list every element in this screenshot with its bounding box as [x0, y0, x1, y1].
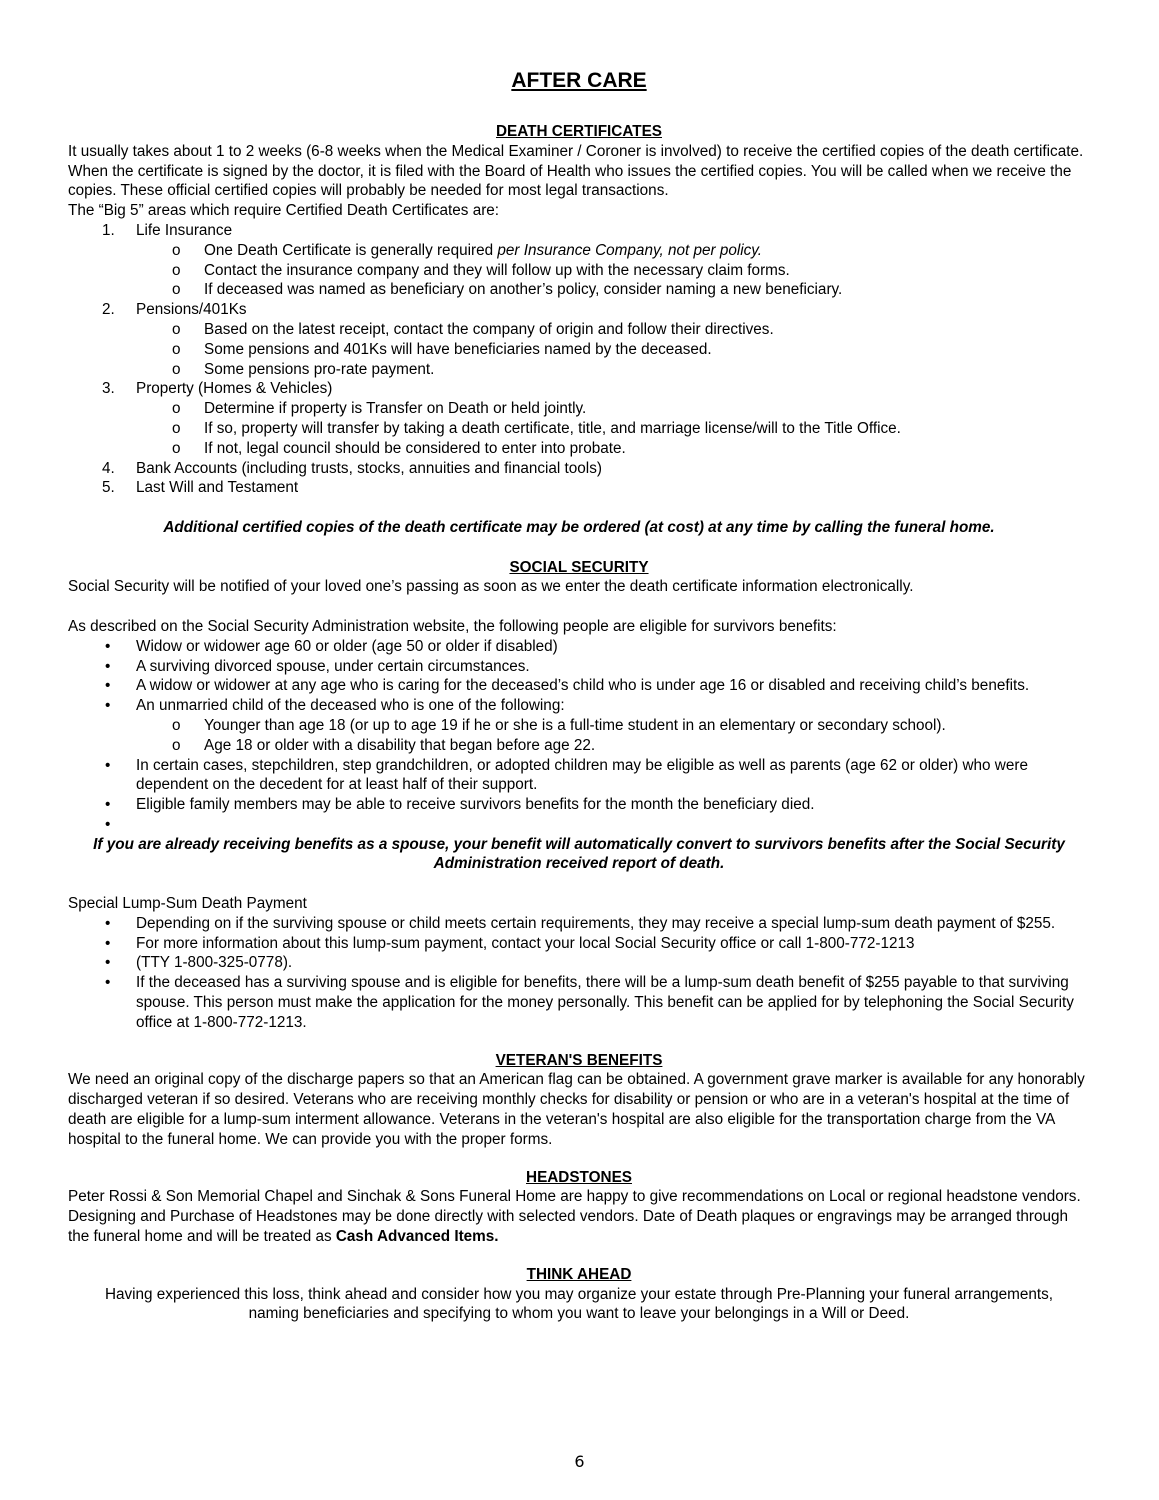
list-item-label: Pensions/401Ks — [136, 301, 247, 319]
sub-item-text: One Death Certificate is generally required — [204, 241, 498, 259]
bullet-text: Eligible family members may be able to receive survivors benefits for the month the beneficiary died. — [136, 796, 815, 814]
lump-sum-list — [68, 914, 1090, 1033]
bullet-item — [68, 953, 1090, 973]
sub-item-text: Contact the insurance company and they will follow up with the necessary claim forms. — [204, 261, 790, 279]
list-number: 3. — [102, 380, 115, 398]
list-item — [68, 478, 1090, 498]
sub-item-text: If not, legal council should be considered to enter into probate. — [204, 439, 626, 457]
headstones-body-text: Peter Rossi & Son Memorial Chapel and Sinchak & Sons Funeral Home are happy to give recommendations on Local or regional headstone vendors. Designing and Purchase of Headstones may be done directly with selected vendors. Date of Death plaques or engravings may be arranged through the funeral home and will be treated as — [68, 1188, 1081, 1246]
eligible-list — [68, 637, 1090, 835]
bullet-text: A surviving divorced spouse, under certain circumstances. — [136, 657, 530, 675]
circle-marker: o — [172, 281, 181, 299]
sub-list-item — [136, 716, 1090, 736]
bullet-marker: • — [105, 796, 111, 814]
bullet-marker: • — [105, 974, 111, 992]
sub-item-text: Some pensions pro-rate payment. — [204, 360, 435, 378]
sub-item-text: If so, property will transfer by taking a death certificate, title, and marriage license/will to the Title Office. — [204, 419, 901, 437]
social-security-section — [68, 558, 1090, 1033]
sub-item-text: Based on the latest receipt, contact the company of origin and follow their directives. — [204, 320, 774, 338]
circle-marker: o — [172, 261, 181, 279]
sub-list-item — [136, 399, 1090, 419]
bullet-text: Depending on if the surviving spouse or child meets certain requirements, they may receive a special lump-sum death payment of $255. — [136, 914, 1056, 932]
list-item — [68, 459, 1090, 479]
eligible-intro: As described on the Social Security Administration website, the following people are eligible for survivors benefits: — [68, 617, 837, 635]
list-number: 4. — [102, 459, 115, 477]
big5-list — [68, 221, 1090, 498]
circle-marker: o — [172, 419, 181, 437]
bullet-item — [68, 914, 1090, 934]
bullet-marker: • — [105, 677, 111, 695]
sub-list — [136, 241, 1090, 300]
page-number: 6 — [574, 1452, 585, 1471]
list-item-label: Property (Homes & Vehicles) — [136, 380, 333, 398]
circle-marker: o — [172, 320, 181, 338]
bullet-marker: • — [105, 756, 111, 774]
death-certificates-intro: It usually takes about 1 to 2 weeks (6-8 weeks when the Medical Examiner / Coroner is involved) to receive the certified copies of the death certificate. When the certificate is signed by the doctor, it is filed with the Board of Health who issues the certified copies. You will be called when we receive the copies. These official certified copies will probably be needed for most legal transactions. — [68, 142, 1084, 200]
bullet-item — [68, 934, 1090, 954]
sub-list-item — [136, 439, 1090, 459]
headstones-heading: HEADSTONES — [526, 1168, 632, 1186]
circle-marker: o — [172, 439, 181, 457]
bullet-item — [68, 815, 1090, 835]
list-item-label: Life Insurance — [136, 221, 233, 239]
death-certificates-note: Additional certified copies of the death certificate may be ordered (at cost) at any time by calling the funeral home. — [163, 518, 995, 536]
bullet-text: If the deceased has a surviving spouse and is eligible for benefits, there will be a lump-sum death benefit of $255 payable to that surviving spouse. This person must make the application for the money personally. This benefit can be applied for by telephoning the Social Security office at 1-800-772-1213. — [136, 974, 1074, 1031]
bullet-item — [68, 637, 1090, 657]
sub-item-italic-text: per Insurance Company, not per policy. — [497, 241, 763, 259]
circle-marker: o — [172, 716, 181, 734]
big5-intro: The “Big 5” areas which require Certified Death Certificates are: — [68, 202, 500, 220]
document-page — [68, 68, 1090, 1324]
bullet-marker: • — [105, 934, 111, 952]
bullet-text: In certain cases, stepchildren, step grandchildren, or adopted children may be eligible as well as parents (age 62 or older) who were dependent on the decedent for at least half of their support. — [136, 756, 1028, 794]
veterans-section — [68, 1051, 1090, 1150]
headstones-body — [68, 1187, 1090, 1246]
think-ahead-body: Having experienced this loss, think ahead and consider how you may organize your estate through Pre-Planning your funeral arrangements, naming beneficiaries and specifying to whom you want to leave your belongings in a Will or Deed. — [104, 1285, 1054, 1323]
headstones-section — [68, 1168, 1090, 1247]
circle-marker: o — [172, 360, 181, 378]
sub-list-item — [136, 419, 1090, 439]
social-security-note: If you are already receiving benefits as a spouse, your benefit will automatically convert to survivors benefits after the Social Security Administration received report of death. — [93, 835, 1065, 873]
bullet-item — [68, 795, 1090, 815]
sub-list-item — [136, 320, 1090, 340]
circle-marker: o — [172, 241, 181, 259]
list-number: 1. — [102, 221, 115, 239]
list-item-label: Last Will and Testament — [136, 479, 299, 497]
veterans-heading: VETERAN'S BENEFITS — [495, 1051, 663, 1069]
think-ahead-section — [68, 1265, 1090, 1324]
page-title: AFTER CARE — [511, 69, 647, 92]
sub-item-text: Determine if property is Transfer on Death or held jointly. — [204, 400, 587, 418]
bullet-marker: • — [105, 815, 111, 833]
bullet-item — [68, 657, 1090, 677]
sub-list-item — [136, 280, 1090, 300]
bullet-text: Widow or widower age 60 or older (age 50 or older if disabled) — [136, 637, 558, 655]
bullet-text: A widow or widower at any age who is caring for the deceased’s child who is under age 16 or disabled and receiving child’s benefits. — [136, 677, 1030, 695]
bullet-item — [68, 676, 1090, 696]
list-number: 2. — [102, 301, 115, 319]
sub-item-text: If deceased was named as beneficiary on another’s policy, consider naming a new beneficiary. — [204, 281, 843, 299]
bullet-item — [68, 973, 1090, 1032]
bullet-item — [68, 696, 1090, 755]
sub-list-item — [136, 360, 1090, 380]
circle-marker: o — [172, 736, 181, 754]
bullet-item — [68, 756, 1090, 796]
bullet-marker: • — [105, 657, 111, 675]
bullet-marker: • — [105, 914, 111, 932]
sub-list — [136, 399, 1090, 458]
death-certificates-section — [68, 122, 1090, 538]
list-item — [68, 221, 1090, 300]
social-security-intro: Social Security will be notified of your loved one’s passing as soon as we enter the death certificate information electronically. — [68, 578, 914, 596]
bullet-marker: • — [105, 637, 111, 655]
bullet-marker: • — [105, 954, 111, 972]
think-ahead-heading: THINK AHEAD — [526, 1265, 632, 1283]
list-item — [68, 300, 1090, 379]
sub-item-text: Younger than age 18 (or up to age 19 if he or she is a full-time student in an elementary or secondary school). — [204, 716, 946, 734]
circle-marker: o — [172, 400, 181, 418]
list-item-label: Bank Accounts (including trusts, stocks, annuities and financial tools) — [136, 459, 602, 477]
list-item — [68, 379, 1090, 458]
lump-sum-heading: Special Lump-Sum Death Payment — [68, 895, 307, 913]
list-number: 5. — [102, 479, 115, 497]
sub-list-item — [136, 736, 1090, 756]
sub-item-text: Age 18 or older with a disability that began before age 22. — [204, 736, 596, 754]
social-security-heading: SOCIAL SECURITY — [509, 558, 649, 576]
sub-list-item — [136, 261, 1090, 281]
bullet-text: (TTY 1-800-325-0778). — [136, 954, 293, 972]
veterans-body: We need an original copy of the discharge papers so that an American flag can be obtained. A government grave marker is available for any honorably discharged veteran if so desired. Veterans who are receiving monthly checks for disability or pension or who are in a veteran's hospital at the time of death are eligible for a lump-sum interment allowance. Veterans in the veteran's hospital are also eligible for the transportation charge from the VA hospital to the funeral home. We can provide you with the proper forms. — [68, 1071, 1085, 1148]
sub-list — [136, 716, 1090, 756]
sub-list-item — [136, 241, 1090, 261]
bullet-marker: • — [105, 697, 111, 715]
sub-list-item — [136, 340, 1090, 360]
death-certificates-heading: DEATH CERTIFICATES — [496, 123, 662, 140]
bullet-text: An unmarried child of the deceased who is one of the following: — [136, 697, 565, 715]
cash-advanced-items: Cash Advanced Items. — [335, 1228, 499, 1246]
sub-item-text: Some pensions and 401Ks will have beneficiaries named by the deceased. — [204, 340, 712, 358]
sub-list — [136, 320, 1090, 379]
bullet-text: For more information about this lump-sum payment, contact your local Social Security office or call 1-800-772-1213 — [136, 934, 915, 952]
circle-marker: o — [172, 340, 181, 358]
